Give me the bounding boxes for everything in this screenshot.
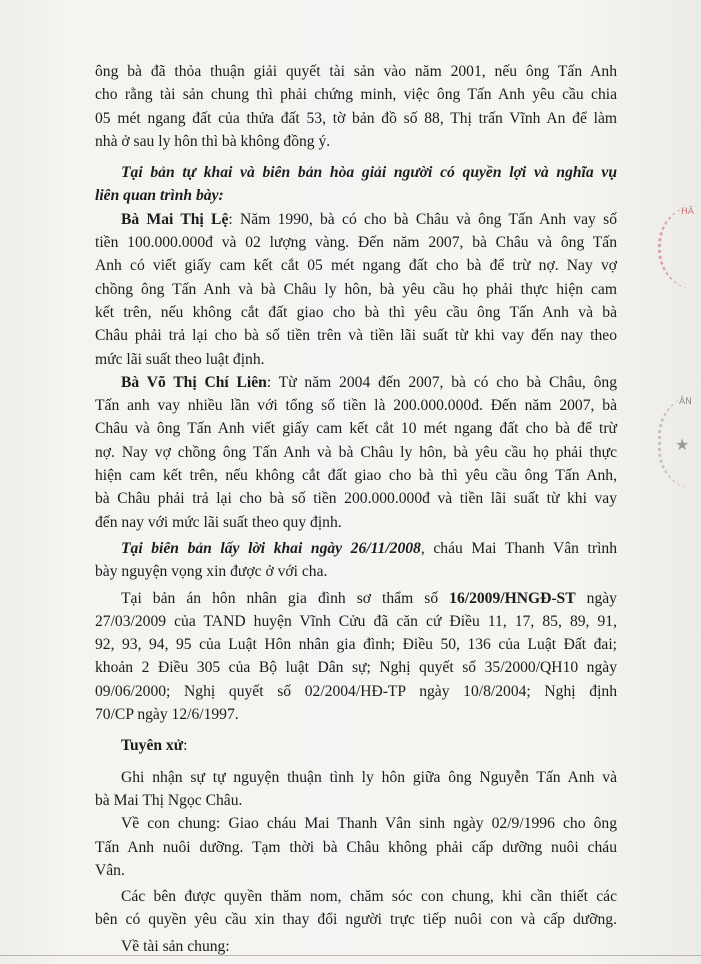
paragraph-line: Tại biên bản lấy lời khai ngày 26/11/2008, cháu Mai Thanh Vân trình <box>121 539 617 557</box>
seal-text: ÂN <box>679 397 692 407</box>
paragraph-line: bên có quyền yêu cầu xin thay đổi người trực tiếp nuôi con và cấp dưỡng. <box>95 911 617 929</box>
section-heading: liên quan trình bày: <box>95 187 224 205</box>
paragraph-line: cho rằng tài sản chung thì phải chứng minh, việc ông Tấn Anh yêu cầu chia <box>95 86 617 104</box>
paragraph-line: 70/CP ngày 12/6/1997. <box>95 706 239 724</box>
paragraph-line: Về tài sản chung: <box>121 937 230 955</box>
paragraph-line: Các bên được quyền thăm nom, chăm sóc con chung, khi cần thiết các <box>121 888 617 906</box>
paragraph-line: Bà Mai Thị Lệ: Năm 1990, bà có cho bà Châu và ông Tấn Anh vay số <box>121 210 617 228</box>
paragraph-line: bà Mai Thị Ngọc Châu. <box>95 791 243 809</box>
paragraph-line: Tấn Anh nuôi dưỡng. Tạm thời bà Châu không phải cấp dưỡng nuôi cháu <box>95 838 617 856</box>
paragraph-line: 27/03/2009 của TAND huyện Vĩnh Cửu đã căn cứ Điều 11, 17, 85, 89, 91, <box>95 612 617 630</box>
paragraph-line: ông bà đã thỏa thuận giải quyết tài sản vào năm 2001, nếu ông Tấn Anh <box>95 63 617 80</box>
paragraph-line: 09/06/2000; Nghị quyết số 02/2004/HĐ-TP ngày 10/8/2004; Nghị định <box>95 682 617 700</box>
paragraph-line: Châu và ông Tấn Anh viết giấy cam kết cắt 10 mét ngang đất cho bà để trừ <box>95 420 617 438</box>
paragraph-line: nợ. Nay vợ chồng ông Tấn Anh và bà Châu ly hôn, bà yêu cầu họ phải thực <box>95 443 617 461</box>
paragraph-line: Châu phải trả lại cho bà số tiền trên và tiền lãi suất từ khi vay đến nay theo <box>95 327 617 345</box>
paragraph-line: 92, 93, 94, 95 của Luật Hôn nhân gia đình; Điều 50, 136 của Luật Đất đai; <box>95 636 617 654</box>
person-name: Bà Mai Thị Lệ <box>121 210 229 228</box>
paragraph-line: đến nay với mức lãi suất theo quy định. <box>95 513 342 531</box>
paragraph-line: Về con chung: Giao cháu Mai Thanh Vân sinh ngày 02/9/1996 cho ông <box>121 815 617 833</box>
paragraph-line: Anh có viết giấy cam kết cắt 05 mét ngang đất cho bà để trừ nợ. Nay vợ <box>95 257 617 275</box>
paragraph-line: khoản 2 Điều 305 của Bộ luật Dân sự; Nghị quyết số 35/2000/QH10 ngày <box>95 659 617 677</box>
section-heading: Tại bản tự khai và biên bản hòa giải người có quyền lợi và nghĩa vụ <box>121 164 617 182</box>
paragraph-line: chồng ông Tấn Anh và bà Châu ly hôn, bà yêu cầu họ phải thực hiện cam <box>95 280 617 298</box>
paragraph-line: Tại bản án hôn nhân gia đình sơ thẩm số 16/2009/HNGĐ-ST ngày <box>121 589 617 607</box>
paragraph-line: Ghi nhận sự tự nguyện thuận tình ly hôn giữa ông Nguyễn Tấn Anh và <box>121 768 617 786</box>
inline-heading: Tại biên bản lấy lời khai ngày 26/11/2008 <box>121 539 421 557</box>
verdict-heading: Tuyên xử: <box>121 737 188 755</box>
paragraph-line: Vân. <box>95 861 125 879</box>
person-name: Bà Võ Thị Chí Liên <box>121 373 267 391</box>
paragraph-line: bà Châu phải trả lại cho bà số tiền 200.000.000đ và tiền lãi suất từ khi vay <box>95 490 617 508</box>
page-edge-divider <box>0 955 701 956</box>
seal-text: HÂ <box>681 207 694 217</box>
paragraph-line: bày nguyện vọng xin được ở với cha. <box>95 563 328 581</box>
paragraph-line: tiền 100.000.000đ và 02 lượng vàng. Đến năm 2007, bà Châu và ông Tấn <box>95 234 617 252</box>
body-text <box>95 60 617 958</box>
paragraph-line: nhà ở sau ly hôn thì bà không đồng ý. <box>95 132 331 150</box>
case-number: 16/2009/HNGĐ-ST <box>449 589 576 607</box>
paragraph-line: 05 mét ngang đất của thửa đất 53, tờ bản đồ số 88, Thị trấn Vĩnh An để làm <box>95 109 617 127</box>
gray-seal-fragment <box>658 395 701 490</box>
paragraph-line: mức lãi suất theo luật định. <box>95 350 265 368</box>
seal-star-icon: ★ <box>675 435 690 454</box>
paragraph-line: kết trên, nếu không cắt đất giao cho bà thì yêu cầu ông Tấn Anh và bà <box>95 303 617 321</box>
red-seal-fragment <box>658 205 701 290</box>
paragraph-line: Bà Võ Thị Chí Liên: Từ năm 2004 đến 2007, bà có cho bà Châu, ông <box>121 373 617 391</box>
paragraph-line: Tấn anh vay nhiều lần với tổng số tiền là 200.000.000đ. Đến năm 2007, bà <box>95 397 617 415</box>
paragraph-line: hiện cam kết trên, nếu không cắt đất giao cho bà thì yêu cầu ông Tấn Anh, <box>95 467 617 485</box>
